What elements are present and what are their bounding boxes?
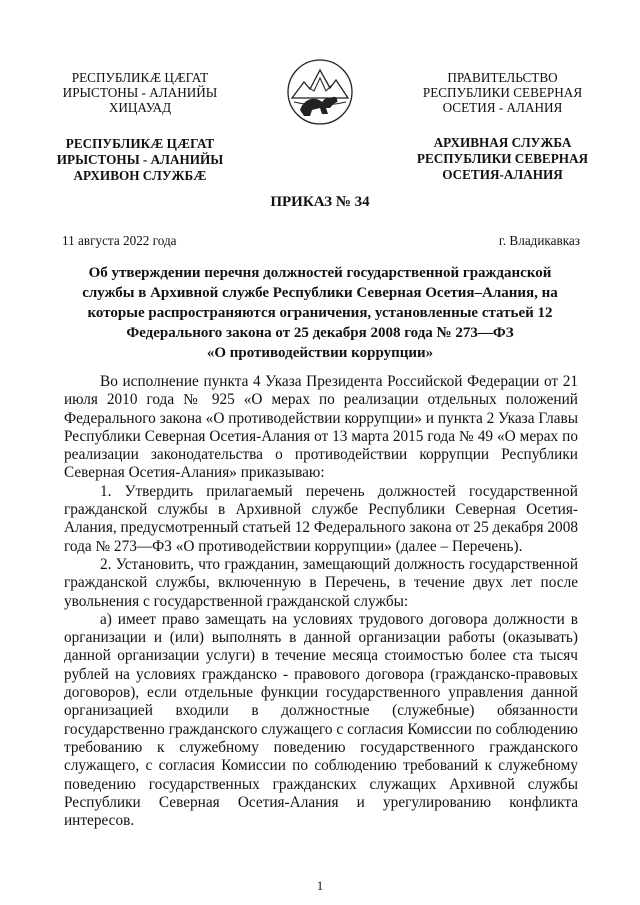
header-right-block — [400, 70, 605, 183]
paragraph-preamble: Во исполнение пункта 4 Указа Президента Российской Федерации от 21 июля 2010 года № 925 «О мерах по реализации отдельных положений Федерального закона «О противодействии коррупции» и пункта 2 Указа Главы Республики Северная Осетия-Алания от 13 марта 2015 года № 49 «О мерах по реализации законодательства о противодействии коррупции Республики Северная Осетия-Алания» приказываю: — [64, 373, 578, 482]
left-government-name: РЕСПУБЛИКӔ ЦӔГАТ ИРЫСТОНЫ - АЛАНИЙЫ ХИЦАУАД — [62, 70, 218, 115]
paragraph-item-1: 1. Утвердить прилагаемый перечень должностей государственной гражданской службы в Архивной службе Республики Северная Осетия-Алания, предусмотренный статьей 12 Федерального закона от 25 декабря 2008 года № 273—ФЗ «О противодействии коррупции» (далее – Перечень). — [64, 482, 578, 555]
order-date: 11 августа 2022 года — [62, 233, 177, 248]
paragraph-item-2: 2. Установить, что гражданин, замещающий должность государственной гражданской службы, включенную в Перечень, в течение двух лет после увольнения с государственной гражданской службы: — [64, 555, 578, 610]
page-number: 1 — [316, 878, 324, 893]
order-heading: Об утверждении перечня должностей государственной гражданской службы в Архивной службе Республики Северная Осетия–Алания, на которые распространяются ограничения, установленные статьей 12 Федерального закона от 25 декабря 2008 года № 273—ФЗ «О противодействии коррупции» — [82, 265, 558, 361]
order-title: ПРИКАЗ № 34 — [270, 194, 370, 210]
left-service-name: РЕСПУБЛИКӔ ЦӔГАТ ИРЫСТОНЫ - АЛАНИЙЫ АРХИВОН СЛУЖБӔ — [56, 136, 224, 183]
right-government-name: ПРАВИТЕЛЬСТВО РЕСПУБЛИКИ СЕВЕРНАЯ ОСЕТИЯ - АЛАНИЯ — [422, 70, 583, 115]
header-left-block — [40, 70, 240, 184]
order-city: г. Владикавказ — [498, 233, 580, 248]
coat-of-arms-snow-leopard-icon — [286, 58, 354, 126]
right-service-name: АРХИВНАЯ СЛУЖБА РЕСПУБЛИКИ СЕВЕРНАЯ ОСЕТИЯ-АЛАНИЯ — [416, 135, 589, 182]
paragraph-item-2a: а) имеет право замещать на условиях трудового договора должности в организации и (или) выполнять в данной организации работы (оказывать) данной организации услуги) в течение месяца стоимостью более ста тысяч рублей на условиях гражданско - правового договора (гражданско-правовых договоров), если отдельные функции государственного управления данной организацией входили в должностные (служебные) обязанности государственно гражданского служащего с согласия Комиссии по соблюдению требованию к служебному поведению государственного гражданского служащего, с согласия Комиссии по соблюдению требований к служебному поведению государственных гражданских служащих Архивной службы Республики Северная Осетия-Алания и урегулированию конфликта интересов. — [64, 610, 578, 830]
order-body — [64, 373, 578, 830]
